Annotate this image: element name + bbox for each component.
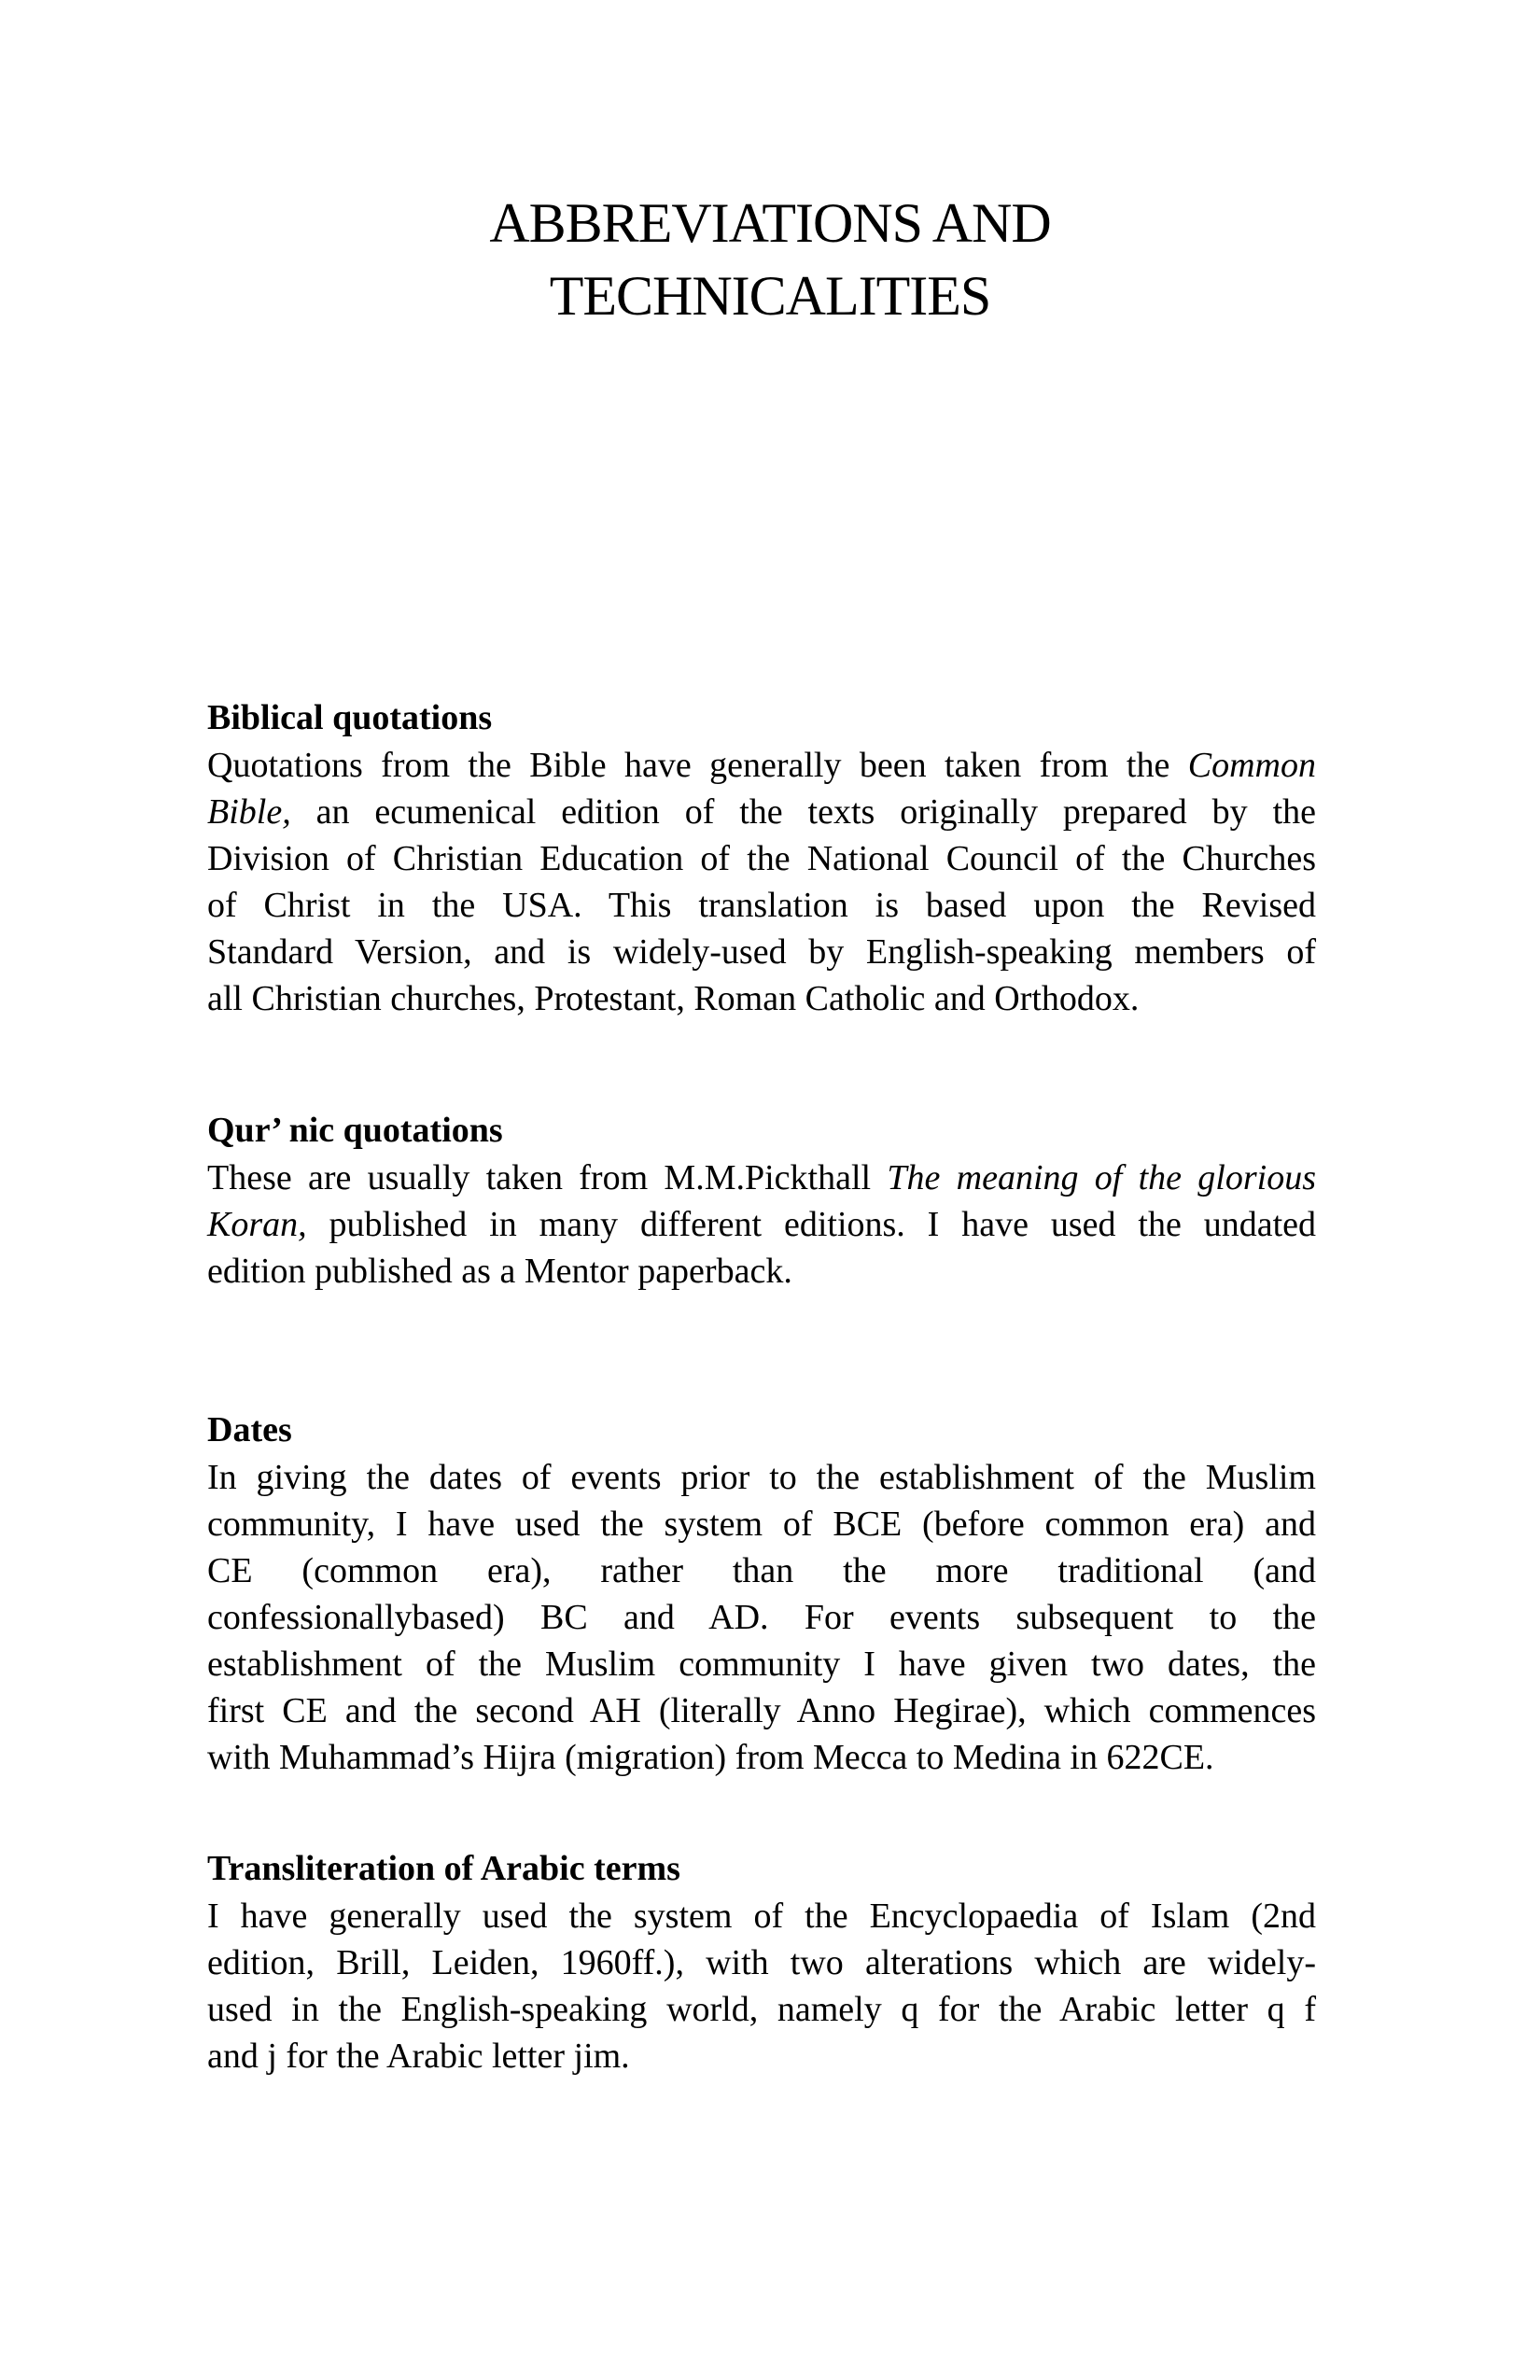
book-title-italic: The meaning of the glorious	[887, 1158, 1316, 1197]
section-body	[207, 1155, 1316, 1295]
book-title-italic: Common	[1187, 746, 1316, 785]
text-line: Koran, published in many different editions. I have used the undated	[207, 1205, 1316, 1244]
text-line: I have generally used the system of the Encyclopaedia of Islam (2nd	[207, 1897, 1316, 1936]
text-line: Standard Version, and is widely-used by English-speaking members of	[207, 932, 1316, 972]
section-dates	[207, 1406, 1316, 1781]
text-line: confessionallybased) BC and AD. For events subsequent to the	[207, 1598, 1316, 1637]
text-line: establishment of the Muslim community I have given two dates, the	[207, 1645, 1316, 1684]
section-heading: Dates	[207, 1410, 292, 1449]
text-line: of Christ in the USA. This translation is based upon the Revised	[207, 886, 1316, 925]
page-title	[0, 187, 1540, 332]
text-line: These are usually taken from M.M.Pickthall The meaning of the glorious	[207, 1158, 1316, 1197]
text-line: Division of Christian Education of the National Council of the Churches	[207, 839, 1316, 878]
text-line: Quotations from the Bible have generally been taken from the Common	[207, 746, 1316, 785]
text-line: and j for the Arabic letter jim.	[207, 2037, 630, 2076]
section-body	[207, 1454, 1316, 1781]
section-body	[207, 742, 1316, 1022]
section-biblical-quotations	[207, 693, 1316, 1022]
text-line: In giving the dates of events prior to the establishment of the Muslim	[207, 1458, 1316, 1497]
text-line: with Muhammad’s Hijra (migration) from Mecca to Medina in 622CE.	[207, 1738, 1214, 1777]
text-line: CE (common era), rather than the more traditional (and	[207, 1551, 1316, 1590]
page-title-line-1: ABBREVIATIONS AND	[489, 192, 1051, 254]
book-title-italic: Koran,	[207, 1205, 307, 1244]
section-heading: Biblical quotations	[207, 698, 493, 737]
text-line: Bible, an ecumenical edition of the texts originally prepared by the	[207, 792, 1316, 832]
section-heading: Qur’ nic quotations	[207, 1111, 503, 1150]
text-line: edition published as a Mentor paperback.	[207, 1252, 792, 1291]
text-line: all Christian churches, Protestant, Roman Catholic and Orthodox.	[207, 979, 1140, 1018]
section-quranic-quotations	[207, 1106, 1316, 1295]
section-heading: Transliteration of Arabic terms	[207, 1849, 680, 1888]
text-line: first CE and the second AH (literally Anno Hegirae), which commences	[207, 1691, 1316, 1730]
book-title-italic: Bible,	[207, 792, 291, 832]
text-line: edition, Brill, Leiden, 1960ff.), with two alterations which are widely-	[207, 1943, 1316, 1982]
page-title-line-2: TECHNICALITIES	[549, 265, 991, 327]
text-line: community, I have used the system of BCE (before common era) and	[207, 1505, 1316, 1544]
section-body	[207, 1893, 1316, 2079]
text-line: used in the English-speaking world, namely q for the Arabic letter q f	[207, 1990, 1316, 2029]
section-transliteration	[207, 1844, 1316, 2079]
